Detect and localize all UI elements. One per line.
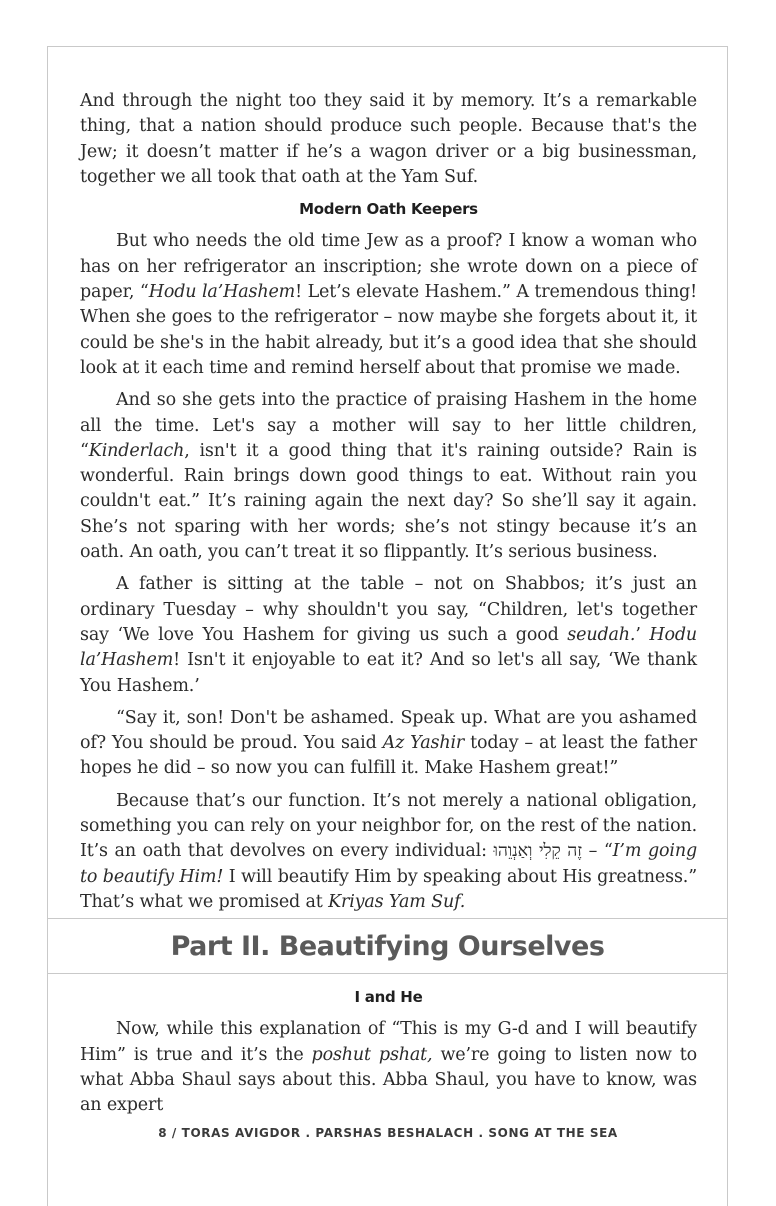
paragraph-6: Because that’s our function. It’s not merely a national obligation, something you can rely on your neighbor for, on the rest of the nation. It’s an oath that devolves on every individual: זֶה קֵלִי וְאַנְוֵהוּ – “I’m going to beautify Him! I will beautify Him by speaking about His greatness.” That’s what we promised at Kriyas Yam Suf.	[80, 790, 698, 912]
hebrew-verse: זֶה קֵלִי וְאַנְוֵהוּ	[493, 841, 582, 862]
section-2	[80, 985, 697, 1125]
page-footer: 8 / TORAS AVIGDOR . PARSHAS BESHALACH . SONG AT THE SEA	[158, 1126, 618, 1140]
section-1	[80, 89, 697, 922]
part-title: Part II. Beautifying Ourselves	[170, 930, 605, 962]
heading-modern-oath-keepers: Modern Oath Keepers	[299, 200, 478, 219]
paragraph-7: Now, while this explanation of “This is my G-d and I will beautify Him” is true and it’s the poshut pshat, we’re going to listen now to what Abba Shaul says about this. Abba Shaul, you have to know, was an expert	[80, 1019, 698, 1116]
heading-i-and-he: I and He	[354, 988, 423, 1006]
paragraph-3: And so she gets into the practice of praising Hashem in the home all the time. Let's say a mother will say to her little children, “Kinderlach, isn't it a good thing that it's raining outside? Rain is wonderful. Rain brings down good things to eat. Without rain you couldn't eat.” It’s raining again the next day? So she’ll say it again. She’s not sparing with her words; she’s not stingy because it’s an oath. An oath, you can’t treat it so flippantly. It’s serious business.	[80, 390, 697, 563]
paragraph-5: “Say it, son! Don't be ashamed. Speak up. What are you ashamed of? You should be proud. You said Az Yashir today – at least the father hopes he did – so now you can fulfill it. Make Hashem great!”	[80, 707, 697, 779]
paragraph-1: And through the night too they said it by memory. It’s a remarkable thing, that a nation should produce such people. Because that's the Jew; it doesn’t matter if he’s a wagon driver or a big businessman, together we all took that oath at the Yam Suf.	[80, 91, 697, 187]
paragraph-2: But who needs the old time Jew as a proof? I know a woman who has on her refrigerator an inscription; she wrote down on a piece of paper, “Hodu la’Hashem! Let’s elevate Hashem.” A tremendous thing! When she goes to the refrigerator – now maybe she forgets about it, it could be she's in the habit already, but it’s a good idea that she should look at it each time and remind herself about that promise we made.	[80, 231, 697, 378]
part-header-band	[47, 918, 728, 974]
paragraph-4: A father is sitting at the table – not on Shabbos; it’s just an ordinary Tuesday – why shouldn't you say, “Children, let's together say ‘We love You Hashem for giving us such a good seudah.’ Hodu la’Hashem! Isn't it enjoyable to eat it? And so let's all say, ‘We thank You Hashem.’	[80, 574, 697, 696]
